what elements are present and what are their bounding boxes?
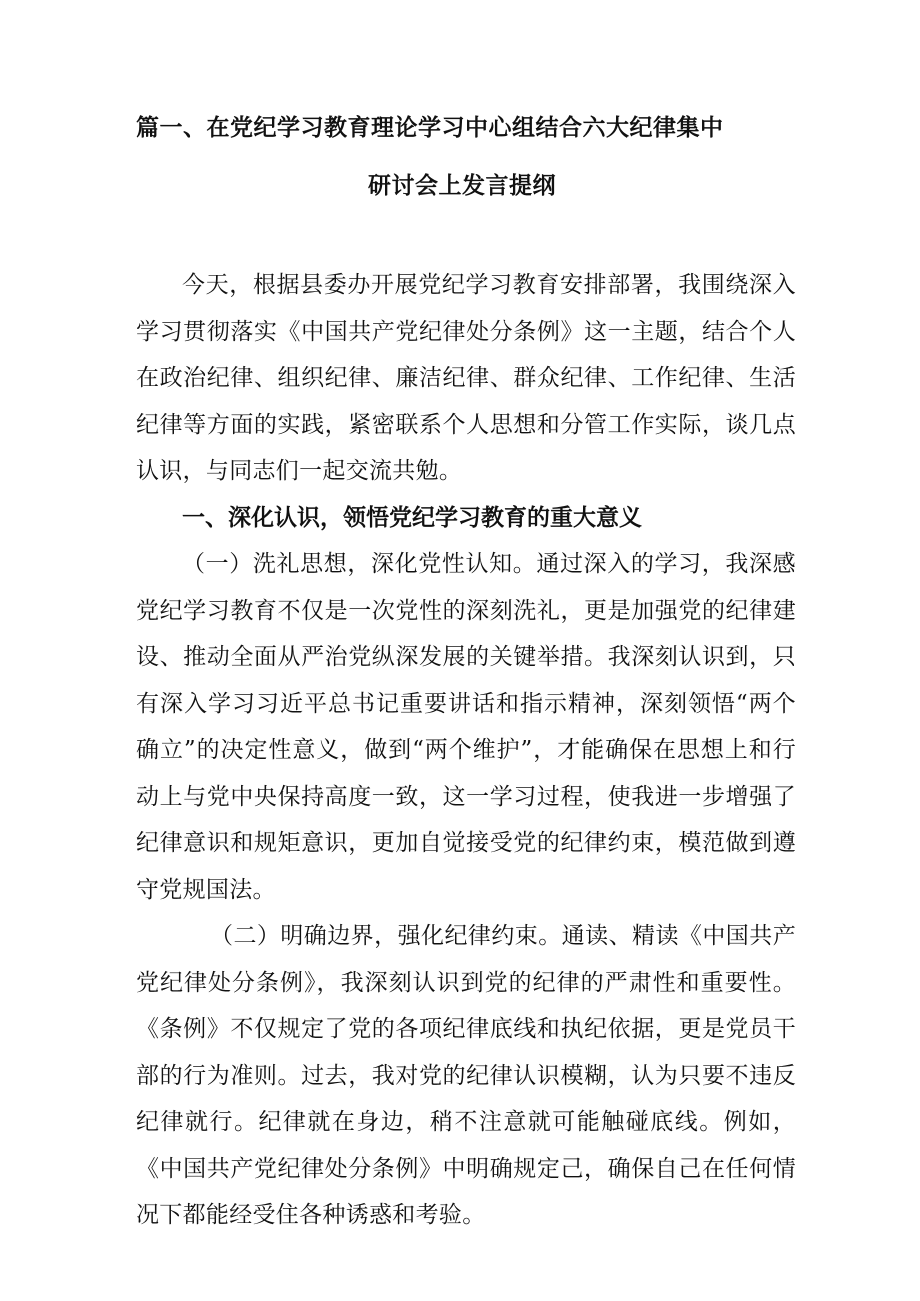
section-heading: 一、深化认识，领悟党纪学习教育的重大意义 <box>182 504 642 531</box>
body-paragraph-1: （一）洗礼思想，深化党性认知。通过深入的学习，我深感党纪学习教育不仅是一次党性的深刻洗礼，更是加强党的纪律建设、推动全面从严治党纵深发展的关键举措。我深刻认识到，只有深入学习习近平总书记重要讲话和指示精神，深刻领悟“两个确立”的决定性意义，做到“两个维护”，才能确保在思想上和行动上与党中央保持高度一致，这一学习过程，使我进一步增强了纪律意识和规矩意识，更加自觉接受党的纪律约束，模范做到遵守党规国法。 <box>136 551 796 903</box>
document-title-line-2: 研讨会上发言提纲 <box>368 173 556 199</box>
document-body <box>136 262 796 1239</box>
intro-paragraph: 今天，根据县委办开展党纪学习教育安排部署，我围绕深入学习贯彻落实《中国共产党纪律处分条例》这一主题，结合个人在政治纪律、组织纪律、廉洁纪律、群众纪律、工作纪律、生活纪律等方面的实践，紧密联系个人思想和分管工作实际，谈几点认识，与同志们一起交流共勉。 <box>136 272 796 484</box>
body-paragraph-2: （二）明确边界，强化纪律约束。通读、精读《中国共产党纪律处分条例》，我深刻认识到党的纪律的严肃性和重要性。《条例》不仅规定了党的各项纪律底线和执纪依据，更是党员干部的行为准则。过去，我对党的纪律认识模糊，认为只要不违反纪律就行。纪律就在身边，稍不注意就可能触碰底线。例如，《中国共产党纪律处分条例》中明确规定己，确保自己在任何情况下都能经受住各种诱惑和考验。 <box>136 923 796 1228</box>
document-title-line-1: 篇一、在党纪学习教育理论学习中心组结合六大纪律集中 <box>136 115 724 141</box>
